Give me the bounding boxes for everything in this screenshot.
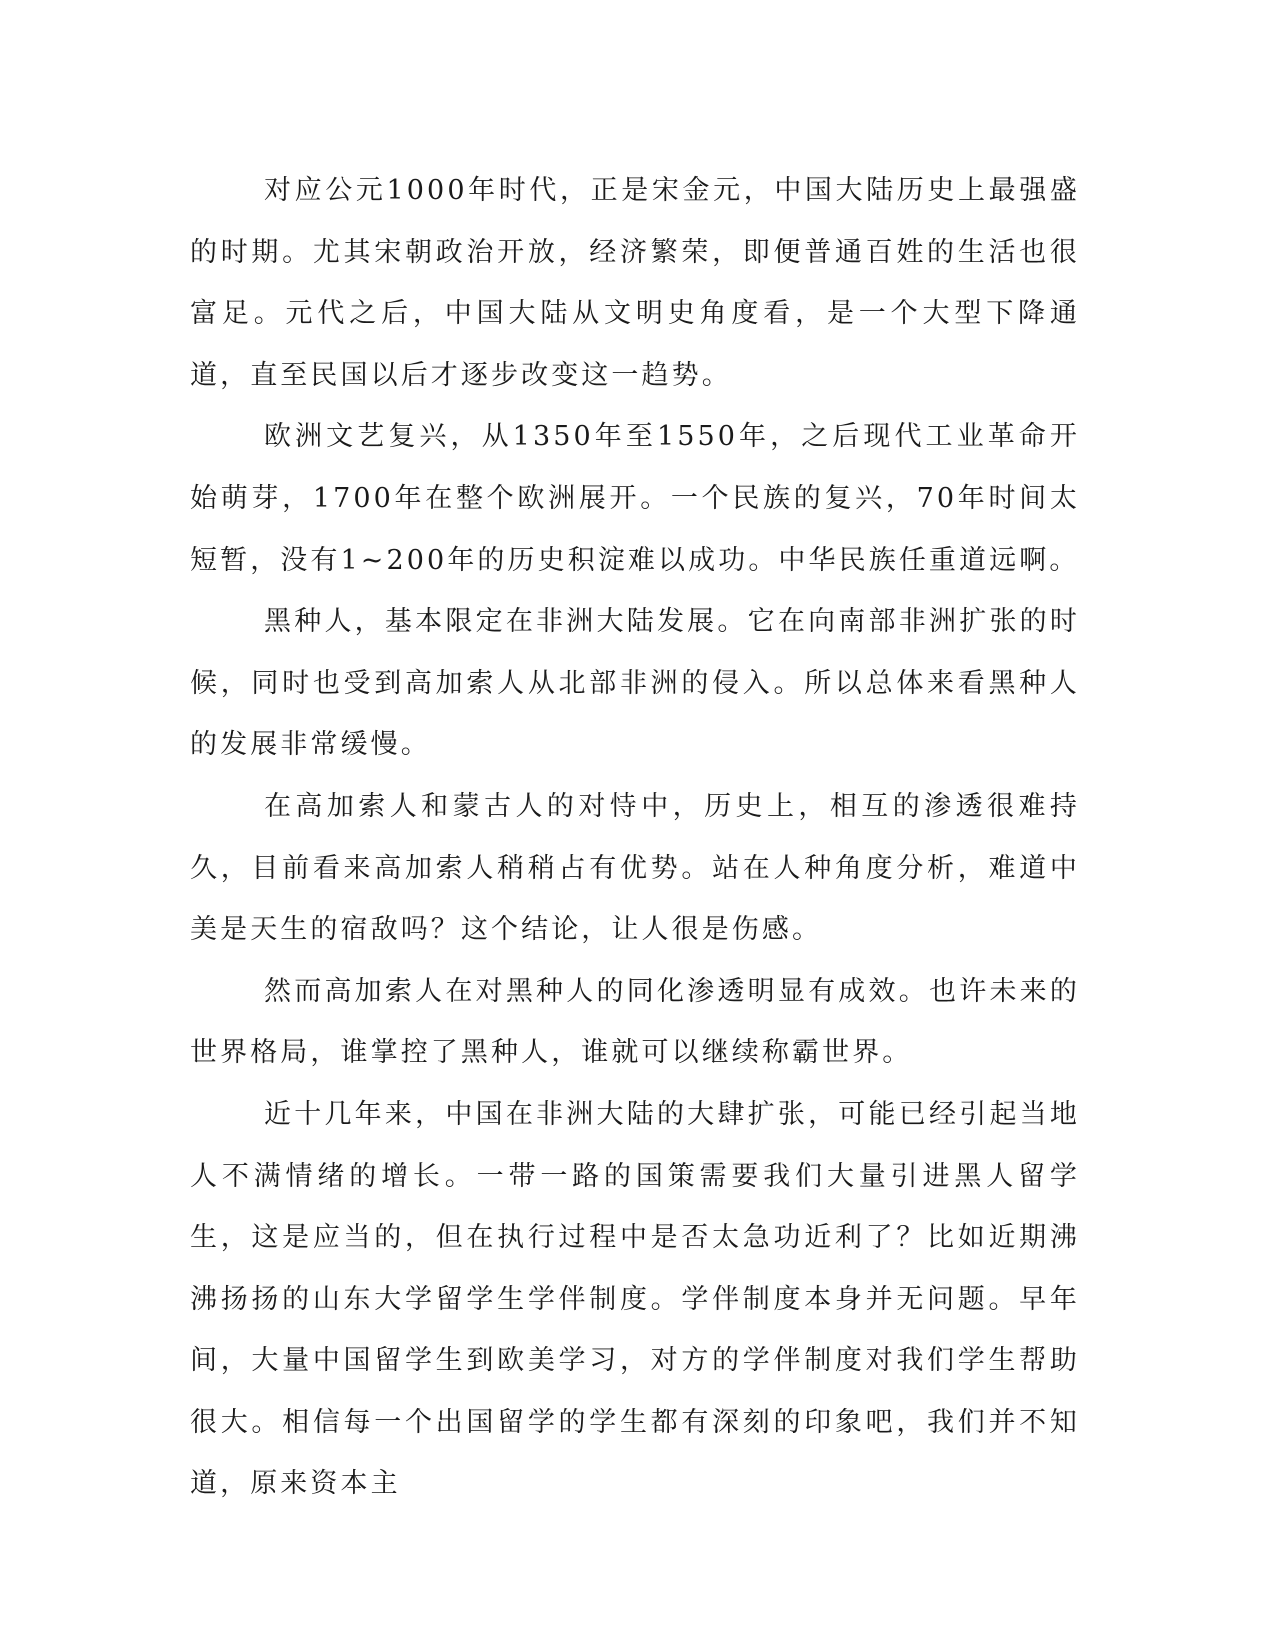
paragraph-caucasian-mongolian: 在高加索人和蒙古人的对恃中，历史上，相互的渗透很难持久，目前看来高加索人稍稍占有优势。站在人种角度分析，难道中美是天生的宿敌吗？这个结论，让人很是伤感。 [190, 790, 1080, 946]
paragraph-african-development: 黑种人，基本限定在非洲大陆发展。它在向南部非洲扩张的时候，同时也受到高加索人从北部非洲的侵入。所以总体来看黑种人的发展非常缓慢。 [190, 606, 1080, 761]
paragraph-china-africa: 近十几年来，中国在非洲大陆的大肆扩张，可能已经引起当地人不满情绪的增长。一带一路的国策需要我们大量引进黑人留学生，这是应当的，但在执行过程中是否太急功近利了？比如近期沸沸扬扬的山东大学留学生学伴制度。学伴制度本身并无问题。早年间，大量中国留学生到欧美学习，对方的学伴制度对我们学生帮助很大。相信每一个出国留学的学生都有深刻的印象吧，我们并不知道，原来资本主 [190, 1098, 1080, 1500]
document-body [190, 160, 1080, 1515]
paragraph-world-pattern: 然而高加索人在对黑种人的同化渗透明显有成效。也许未来的世界格局，谁掌控了黑种人，谁就可以继续称霸世界。 [190, 975, 1080, 1069]
paragraph-song-jin-yuan: 对应公元1000年时代，正是宋金元，中国大陆历史上最强盛的时期。尤其宋朝政治开放，经济繁荣，即便普通百姓的生活也很富足。元代之后，中国大陆从文明史角度看，是一个大型下降通道，直至民国以后才逐步改变这一趋势。 [190, 175, 1080, 391]
paragraph-european-renaissance: 欧洲文艺复兴，从1350年至1550年，之后现代工业革命开始萌芽，1700年在整个欧洲展开。一个民族的复兴，70年时间太短暂，没有1~200年的历史积淀难以成功。中华民族任重道远啊。 [190, 421, 1080, 576]
